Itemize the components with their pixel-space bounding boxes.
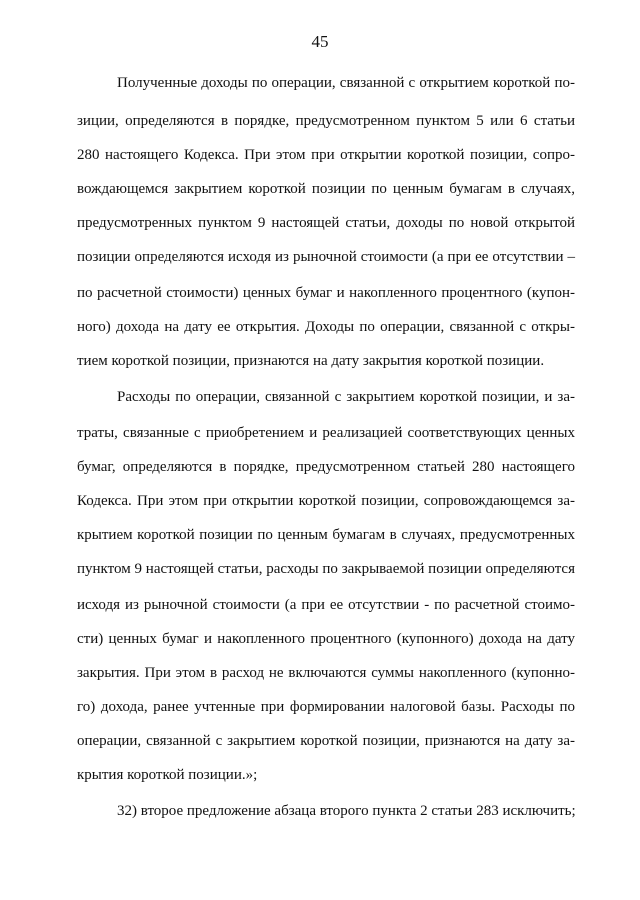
text-line: Полученные доходы по операции, связанной с открытием короткой по- [117, 75, 575, 91]
text-line: крытия короткой позиции.»; [77, 767, 258, 783]
text-line: пунктом 9 настоящей статьи, расходы по закрываемой позиции определяются [77, 561, 575, 577]
text-line: операции, связанной с закрытием короткой позиции, признаются на дату за- [77, 733, 575, 749]
text-line: бумаг, определяются в порядке, предусмотренном статьей 280 настоящего [77, 459, 575, 475]
text-line: предусмотренных пунктом 9 настоящей статьи, доходы по новой открытой [77, 215, 575, 231]
text-line: вождающемся закрытием короткой позиции по ценным бумагам в случаях, [77, 181, 575, 197]
text-line: тием короткой позиции, признаются на дату закрытия короткой позиции. [77, 353, 545, 369]
text-line: крытием короткой позиции по ценным бумагам в случаях, предусмотренных [77, 527, 575, 543]
text-line: го) дохода, ранее учтенные при формировании налоговой базы. Расходы по [77, 699, 575, 715]
text-line: ного) дохода на дату ее открытия. Доходы по операции, связанной с откры- [77, 319, 575, 335]
text-line: позиции определяются исходя из рыночной стоимости (а при ее отсутствии – [77, 249, 575, 265]
text-line: 32) второе предложение абзаца второго пункта 2 статьи 283 исключить; [117, 803, 576, 819]
text-line: Расходы по операции, связанной с закрытием короткой позиции, и за- [117, 389, 575, 405]
text-line: сти) ценных бумаг и накопленного процентного (купонного) дохода на дату [77, 631, 575, 647]
text-line: исходя из рыночной стоимости (а при ее отсутствии - по расчетной стоимо- [77, 597, 575, 613]
text-line: зиции, определяются в порядке, предусмотренном пунктом 5 или 6 статьи [77, 113, 575, 129]
text-line: Кодекса. При этом при открытии короткой позиции, сопровождающемся за- [77, 493, 575, 509]
text-line: траты, связанные с приобретением и реализацией соответствующих ценных [77, 425, 575, 441]
page-number: 45 [311, 32, 329, 51]
text-line: по расчетной стоимости) ценных бумаг и накопленного процентного (купон- [77, 285, 575, 301]
text-line: 280 настоящего Кодекса. При этом при открытии короткой позиции, сопро- [77, 147, 575, 163]
text-line: закрытия. При этом в расход не включаются суммы накопленного (купонно- [77, 665, 575, 681]
